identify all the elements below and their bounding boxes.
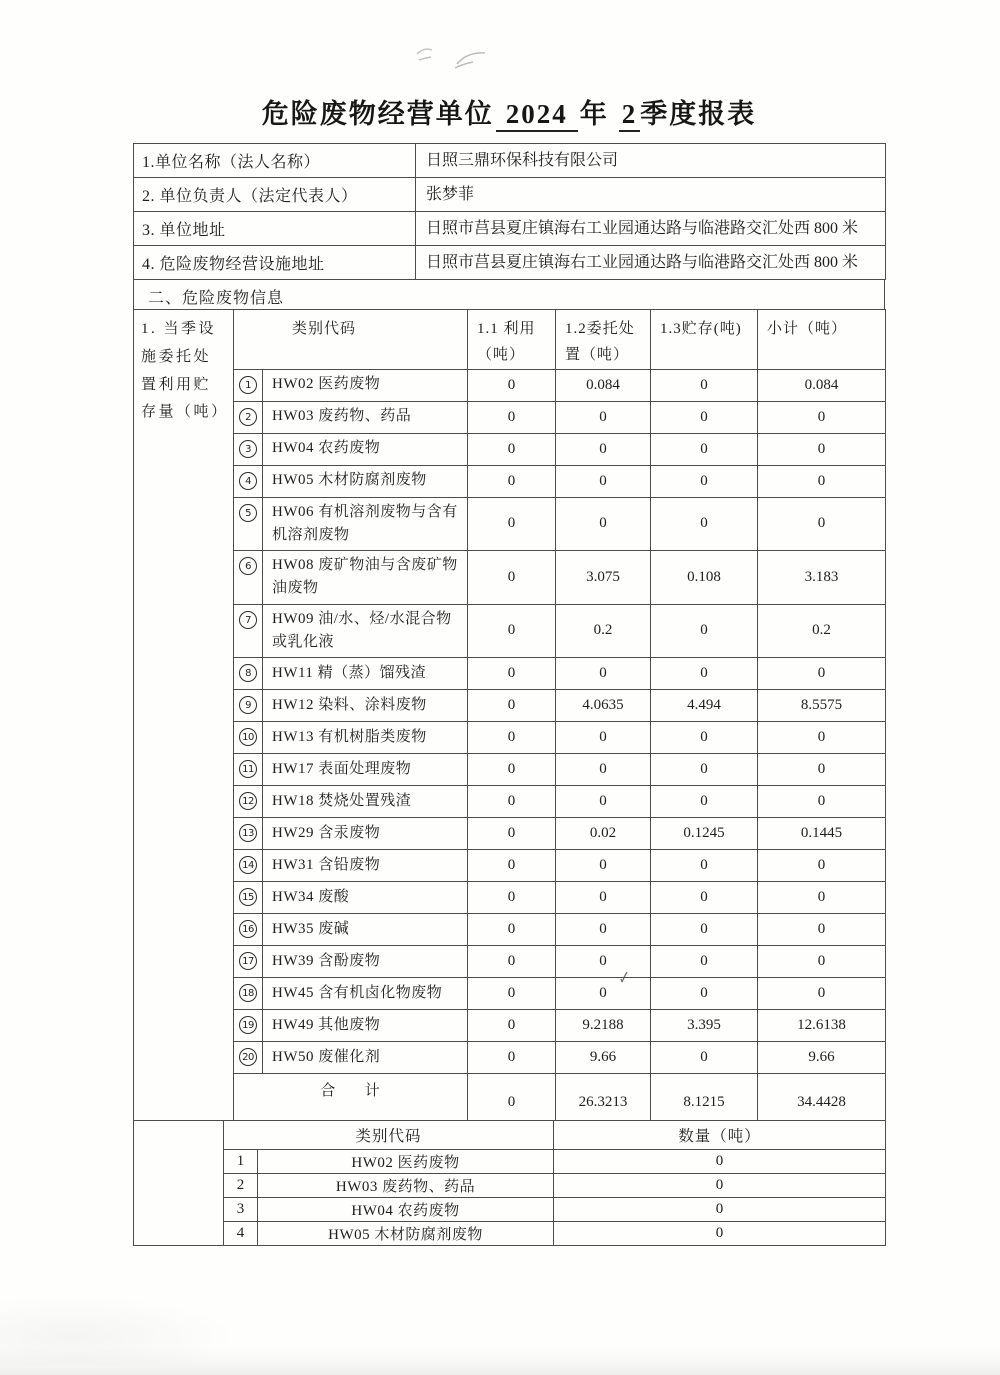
subtotal-value: 0 — [758, 658, 886, 690]
circled-number: 14 — [239, 856, 257, 874]
waste-row — [134, 1042, 886, 1074]
waste-category: HW29 含汞废物 — [263, 818, 468, 850]
subtotal-value: 0.2 — [758, 604, 886, 658]
report-title — [124, 92, 894, 131]
waste-row — [134, 754, 886, 786]
waste-category: HW08 废矿物油与含废矿物油废物 — [263, 551, 468, 605]
report-form — [133, 143, 885, 1246]
info-value: 张梦菲 — [416, 178, 886, 212]
hazardous-waste-table — [133, 309, 886, 1121]
waste-table-header-row — [134, 310, 886, 370]
use-value: 0 — [468, 497, 556, 551]
row-number-cell — [234, 818, 263, 850]
column-header-quantity: 数量（吨） — [554, 1121, 886, 1150]
report-title-year-unit: 年 — [579, 99, 609, 129]
circled-number: 8 — [239, 664, 257, 682]
waste-category: HW18 焚烧处置残渣 — [263, 786, 468, 818]
circled-number: 3 — [239, 440, 257, 458]
row-number: 3 — [224, 1198, 258, 1222]
pencil-mark-artifact — [405, 36, 515, 76]
info-row — [134, 212, 886, 246]
row-number-cell — [234, 401, 263, 433]
waste-row — [134, 946, 886, 978]
report-title-year: 2024 — [496, 99, 578, 132]
quantity-value: 0 — [554, 1198, 886, 1222]
column-header-category-2: 类别代码 — [224, 1121, 554, 1150]
info-value: 日照市莒县夏庄镇海右工业园通达路与临港路交汇处西 800 米 — [416, 212, 886, 246]
waste-row — [134, 818, 886, 850]
quantity-row — [134, 1222, 886, 1246]
report-title-prefix: 危险废物经营单位 — [261, 99, 494, 129]
row-number-cell — [234, 1010, 263, 1042]
quantity-row — [134, 1150, 886, 1174]
storage-value: 0 — [651, 754, 758, 786]
row-number-cell — [234, 658, 263, 690]
entrusted-disposal-value: 0 — [556, 497, 651, 551]
circled-number: 10 — [239, 728, 257, 746]
storage-value: 0 — [651, 850, 758, 882]
waste-row — [134, 433, 886, 465]
quantity-value: 0 — [554, 1174, 886, 1198]
subtotal-value: 0 — [758, 722, 886, 754]
info-value: 日照三鼎环保科技有限公司 — [416, 144, 886, 178]
circled-number: 13 — [239, 824, 257, 842]
storage-value: 0 — [651, 658, 758, 690]
subtotal-value: 9.66 — [758, 1042, 886, 1074]
circled-number: 5 — [239, 504, 257, 522]
row-number-cell — [234, 946, 263, 978]
waste-category: HW04 农药废物 — [263, 433, 468, 465]
section-heading: 二、危险废物信息 — [133, 279, 885, 310]
use-value: 0 — [468, 946, 556, 978]
waste-row — [134, 551, 886, 605]
info-label: 2. 单位负责人（法定代表人） — [134, 178, 416, 212]
entrusted-disposal-value: 0 — [556, 914, 651, 946]
waste-row — [134, 658, 886, 690]
info-label: 4. 危险废物经营设施地址 — [134, 246, 416, 280]
scan-shadow — [0, 1347, 1000, 1375]
storage-value: 0 — [651, 369, 758, 401]
waste-category: HW03 废药物、药品 — [263, 401, 468, 433]
circled-number: 9 — [239, 696, 257, 714]
entrusted-disposal-value: 0 — [556, 850, 651, 882]
total-label: 合 计 — [234, 1074, 468, 1121]
subtotal-value: 12.6138 — [758, 1010, 886, 1042]
row-number: 4 — [224, 1222, 258, 1246]
subtotal-value: 0 — [758, 946, 886, 978]
waste-row — [134, 914, 886, 946]
circled-number: 16 — [239, 920, 257, 938]
row-number: 2 — [224, 1174, 258, 1198]
waste-row — [134, 850, 886, 882]
circled-number: 7 — [239, 611, 257, 629]
waste-category: HW02 医药废物 — [263, 369, 468, 401]
total-use-value: 0 — [468, 1074, 556, 1121]
storage-value: 0 — [651, 1042, 758, 1074]
storage-value: 0 — [651, 786, 758, 818]
continuation-blank-cell — [134, 1121, 224, 1246]
row-number-cell — [234, 433, 263, 465]
entrusted-disposal-value: 0.02 — [556, 818, 651, 850]
column-header-use: 1.1 利用（吨） — [468, 310, 556, 370]
subtotal-value: 3.183 — [758, 551, 886, 605]
use-value: 0 — [468, 882, 556, 914]
waste-category: HW50 废催化剂 — [263, 1042, 468, 1074]
storage-value: 0 — [651, 882, 758, 914]
entrusted-disposal-value: 9.2188 — [556, 1010, 651, 1042]
storage-value: 0.1245 — [651, 818, 758, 850]
subtotal-value: 0 — [758, 882, 886, 914]
subtotal-value: 0.084 — [758, 369, 886, 401]
waste-row — [134, 497, 886, 551]
use-value: 0 — [468, 914, 556, 946]
storage-value: 0 — [651, 722, 758, 754]
quantity-row — [134, 1198, 886, 1222]
entrusted-disposal-value: 9.66 — [556, 1042, 651, 1074]
use-value: 0 — [468, 1042, 556, 1074]
storage-value: 0 — [651, 401, 758, 433]
storage-value: 0 — [651, 946, 758, 978]
use-value: 0 — [468, 850, 556, 882]
entrusted-disposal-value: 0 — [556, 978, 651, 1010]
row-number-cell — [234, 914, 263, 946]
waste-category: HW39 含酚废物 — [263, 946, 468, 978]
report-title-suffix: 季度报表 — [640, 99, 757, 129]
row-number-cell — [234, 882, 263, 914]
waste-category: HW35 废碱 — [263, 914, 468, 946]
entrusted-disposal-value: 0 — [556, 401, 651, 433]
total-storage-value: 8.1215 — [651, 1074, 758, 1121]
storage-value: 0 — [651, 914, 758, 946]
storage-value: 0 — [651, 465, 758, 497]
entrusted-disposal-value: 0 — [556, 754, 651, 786]
storage-value: 0.108 — [651, 551, 758, 605]
circled-number: 20 — [239, 1048, 257, 1066]
info-value: 日照市莒县夏庄镇海右工业园通达路与临港路交汇处西 800 米 — [416, 246, 886, 280]
entrusted-disposal-value: 0 — [556, 946, 651, 978]
use-value: 0 — [468, 433, 556, 465]
waste-category: HW49 其他废物 — [263, 1010, 468, 1042]
total-subtotal-value: 34.4428 — [758, 1074, 886, 1121]
use-value: 0 — [468, 978, 556, 1010]
info-row — [134, 246, 886, 280]
use-value: 0 — [468, 722, 556, 754]
entrusted-disposal-value: 3.075 — [556, 551, 651, 605]
scan-noise-artifact — [0, 1295, 240, 1365]
waste-row — [134, 369, 886, 401]
info-row — [134, 178, 886, 212]
subtotal-value: 0 — [758, 850, 886, 882]
waste-row — [134, 604, 886, 658]
quantity-table — [133, 1120, 886, 1246]
row-number-cell — [234, 754, 263, 786]
row-number-cell — [234, 604, 263, 658]
column-header-category: 类别代码 — [234, 310, 468, 370]
waste-category: HW05 木材防腐剂废物 — [263, 465, 468, 497]
entrusted-disposal-value: 0 — [556, 882, 651, 914]
column-header-storage: 1.3贮存(吨) — [651, 310, 758, 370]
info-label: 3. 单位地址 — [134, 212, 416, 246]
subtotal-value: 8.5575 — [758, 690, 886, 722]
column-header-entrusted: 1.2委托处置（吨） — [556, 310, 651, 370]
row-number: 1 — [224, 1150, 258, 1174]
quantity-value: 0 — [554, 1222, 886, 1246]
circled-number: 17 — [239, 952, 257, 970]
entrusted-disposal-value: 0 — [556, 433, 651, 465]
row-number-cell — [234, 551, 263, 605]
circled-number: 18 — [239, 984, 257, 1002]
circled-number: 11 — [239, 760, 257, 778]
waste-category: HW45 含有机卤化物废物 — [263, 978, 468, 1010]
waste-category: HW13 有机树脂类废物 — [263, 722, 468, 754]
entrusted-disposal-value: 0.2 — [556, 604, 651, 658]
entrusted-disposal-value: 0 — [556, 658, 651, 690]
storage-value: 4.494 — [651, 690, 758, 722]
entrusted-disposal-value: 4.0635 — [556, 690, 651, 722]
storage-value: 0 — [651, 604, 758, 658]
row-number-cell — [234, 465, 263, 497]
total-entrusted-value: 26.3213 — [556, 1074, 651, 1121]
waste-category: HW09 油/水、烃/水混合物或乳化液 — [263, 604, 468, 658]
waste-category: HW02 医药废物 — [258, 1150, 554, 1174]
use-value: 0 — [468, 818, 556, 850]
storage-value: 0 — [651, 497, 758, 551]
circled-number: 6 — [239, 557, 257, 575]
waste-row — [134, 882, 886, 914]
total-row — [134, 1074, 886, 1121]
use-value: 0 — [468, 786, 556, 818]
entrusted-disposal-value: 0.084 — [556, 369, 651, 401]
quantity-value: 0 — [554, 1150, 886, 1174]
quantity-table-header-row — [134, 1121, 886, 1150]
storage-value: 3.395 — [651, 1010, 758, 1042]
waste-category: HW34 废酸 — [263, 882, 468, 914]
subtotal-value: 0 — [758, 754, 886, 786]
waste-category: HW17 表面处理废物 — [263, 754, 468, 786]
waste-row — [134, 722, 886, 754]
circled-number: 19 — [239, 1016, 257, 1034]
subtotal-value: 0 — [758, 978, 886, 1010]
waste-category: HW05 木材防腐剂废物 — [258, 1222, 554, 1246]
waste-category: HW06 有机溶剂废物与含有机溶剂废物 — [263, 497, 468, 551]
storage-value: 0 — [651, 978, 758, 1010]
waste-category: HW12 染料、涂料废物 — [263, 690, 468, 722]
use-value: 0 — [468, 690, 556, 722]
subtotal-value: 0 — [758, 497, 886, 551]
waste-category: HW04 农药废物 — [258, 1198, 554, 1222]
circled-number: 4 — [239, 472, 257, 490]
use-value: 0 — [468, 401, 556, 433]
use-value: 0 — [468, 369, 556, 401]
entrusted-disposal-value: 0 — [556, 786, 651, 818]
circled-number: 15 — [239, 888, 257, 906]
use-value: 0 — [468, 658, 556, 690]
row-number-cell — [234, 1042, 263, 1074]
waste-category: HW31 含铅废物 — [263, 850, 468, 882]
waste-row — [134, 465, 886, 497]
use-value: 0 — [468, 1010, 556, 1042]
unit-info-table — [133, 143, 886, 280]
use-value: 0 — [468, 604, 556, 658]
use-value: 0 — [468, 465, 556, 497]
row-number-cell — [234, 690, 263, 722]
circled-number: 1 — [239, 376, 257, 394]
circled-number: 2 — [239, 408, 257, 426]
subtotal-value: 0.1445 — [758, 818, 886, 850]
use-value: 0 — [468, 551, 556, 605]
row-number-cell — [234, 497, 263, 551]
info-label: 1.单位名称（法人名称） — [134, 144, 416, 178]
row-number-cell — [234, 369, 263, 401]
row-group-label: 1. 当季设施委托处置利用贮存量（吨） — [134, 310, 234, 1121]
report-title-quarter: 2 — [619, 99, 641, 132]
waste-row — [134, 786, 886, 818]
row-number-cell — [234, 786, 263, 818]
quantity-row — [134, 1174, 886, 1198]
waste-row — [134, 978, 886, 1010]
subtotal-value: 0 — [758, 914, 886, 946]
storage-value: 0 — [651, 433, 758, 465]
subtotal-value: 0 — [758, 401, 886, 433]
waste-row — [134, 690, 886, 722]
entrusted-disposal-value: 0 — [556, 722, 651, 754]
subtotal-value: 0 — [758, 465, 886, 497]
row-number-cell — [234, 850, 263, 882]
use-value: 0 — [468, 754, 556, 786]
waste-category: HW03 废药物、药品 — [258, 1174, 554, 1198]
column-header-subtotal: 小计（吨） — [758, 310, 886, 370]
subtotal-value: 0 — [758, 786, 886, 818]
waste-row — [134, 1010, 886, 1042]
info-row — [134, 144, 886, 178]
waste-category: HW11 精（蒸）馏残渣 — [263, 658, 468, 690]
subtotal-value: 0 — [758, 433, 886, 465]
circled-number: 12 — [239, 792, 257, 810]
row-number-cell — [234, 978, 263, 1010]
entrusted-disposal-value: 0 — [556, 465, 651, 497]
waste-row — [134, 401, 886, 433]
row-number-cell — [234, 722, 263, 754]
